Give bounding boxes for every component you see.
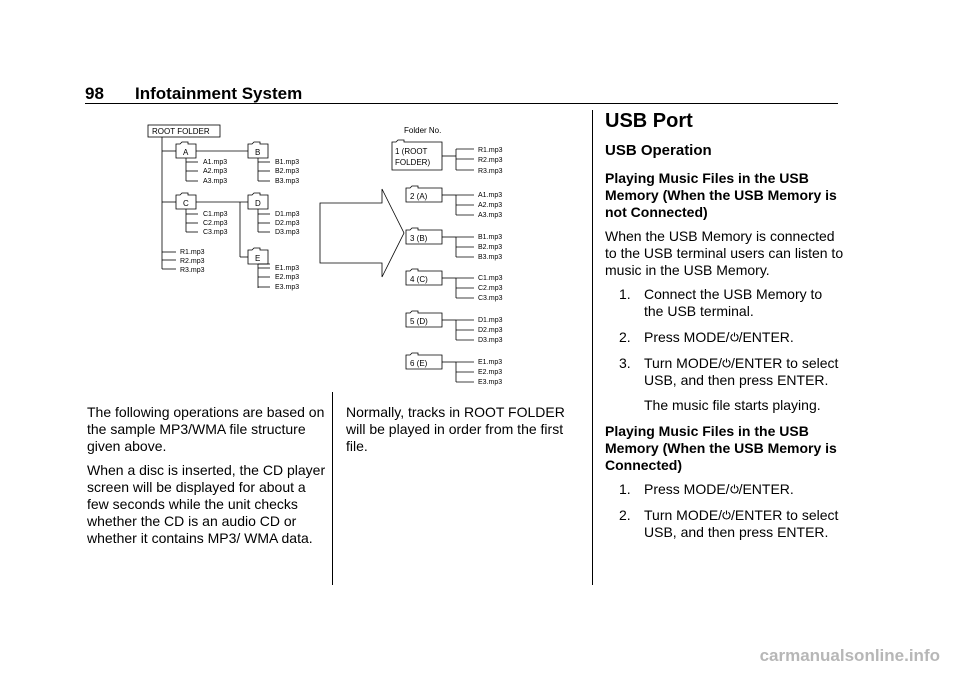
folder-no-label: Folder No. bbox=[404, 126, 442, 135]
svg-text:C3.mp3: C3.mp3 bbox=[203, 229, 228, 236]
svg-text:6 (E): 6 (E) bbox=[410, 359, 428, 368]
paragraph: When a disc is inserted, the CD player screen will be displayed for about a few seconds while the unit checks whether the CD is an audio CD or whether it contains MP3/ WMA data. bbox=[87, 462, 326, 546]
svg-text:R2.mp3: R2.mp3 bbox=[478, 157, 503, 164]
svg-text:4 (C): 4 (C) bbox=[410, 275, 428, 284]
svg-text:A3.mp3: A3.mp3 bbox=[203, 178, 228, 185]
procedure-step: 2. Press MODE/ /ENTER. bbox=[619, 329, 794, 345]
right-column bbox=[605, 110, 845, 550]
svg-text:R1.mp3: R1.mp3 bbox=[180, 249, 205, 256]
svg-text:E1.mp3: E1.mp3 bbox=[478, 359, 503, 366]
paragraph: The following operations are based on the sample MP3/WMA file structure given above. bbox=[87, 404, 325, 454]
svg-text:R3.mp3: R3.mp3 bbox=[180, 267, 205, 274]
svg-text:C1.mp3: C1.mp3 bbox=[478, 275, 503, 282]
svg-text:E2.mp3: E2.mp3 bbox=[275, 274, 300, 281]
svg-text:B1.mp3: B1.mp3 bbox=[478, 234, 503, 241]
svg-text:R3.mp3: R3.mp3 bbox=[478, 168, 503, 175]
svg-text:1 (ROOT: 1 (ROOT bbox=[395, 147, 428, 156]
svg-text:D3.mp3: D3.mp3 bbox=[275, 229, 300, 236]
middle-column bbox=[346, 404, 582, 462]
svg-text:D3.mp3: D3.mp3 bbox=[478, 337, 503, 344]
svg-text:A3.mp3: A3.mp3 bbox=[478, 212, 503, 219]
svg-text:E3.mp3: E3.mp3 bbox=[275, 284, 300, 291]
procedure-step: 2. Turn MODE/ /ENTER to select USB, and then press ENTER. bbox=[619, 507, 839, 540]
svg-text:B1.mp3: B1.mp3 bbox=[275, 159, 300, 166]
root-folder-label: ROOT FOLDER bbox=[152, 127, 210, 136]
svg-text:3 (B): 3 (B) bbox=[410, 234, 428, 243]
svg-text:2 (A): 2 (A) bbox=[410, 192, 428, 201]
power-icon bbox=[730, 329, 739, 339]
svg-text:R1.mp3: R1.mp3 bbox=[478, 147, 503, 154]
svg-text:B2.mp3: B2.mp3 bbox=[478, 244, 503, 251]
subsection-title-usb-operation: USB Operation bbox=[605, 142, 712, 159]
svg-text:D1.mp3: D1.mp3 bbox=[275, 211, 300, 218]
svg-text:E1.mp3: E1.mp3 bbox=[275, 265, 300, 272]
svg-text:B3.mp3: B3.mp3 bbox=[275, 178, 300, 185]
page-number: 98 bbox=[85, 84, 104, 103]
procedure-heading: Playing Music Files in the USB Memory (When the USB Memory is not Connected) bbox=[605, 170, 837, 220]
power-icon bbox=[730, 481, 739, 491]
paragraph: When the USB Memory is connected to the USB terminal users can listen to music in the USB Memory. bbox=[605, 228, 844, 278]
step-result: The music file starts playing. bbox=[644, 397, 821, 413]
svg-text:A: A bbox=[183, 148, 189, 157]
svg-text:B: B bbox=[255, 148, 261, 157]
svg-text:C2.mp3: C2.mp3 bbox=[478, 285, 503, 292]
svg-text:FOLDER): FOLDER) bbox=[395, 158, 431, 167]
procedure-step: 1. Press MODE/ /ENTER. bbox=[619, 481, 794, 497]
svg-text:B3.mp3: B3.mp3 bbox=[478, 254, 503, 261]
column-divider-2 bbox=[592, 110, 593, 585]
svg-text:A1.mp3: A1.mp3 bbox=[203, 159, 228, 166]
power-icon bbox=[722, 507, 731, 517]
left-column bbox=[87, 404, 327, 554]
power-icon bbox=[722, 355, 731, 365]
svg-text:C: C bbox=[183, 199, 189, 208]
watermark: carmanualsonline.info bbox=[759, 646, 940, 665]
svg-text:B2.mp3: B2.mp3 bbox=[275, 168, 300, 175]
svg-text:D1.mp3: D1.mp3 bbox=[478, 317, 503, 324]
paragraph: Normally, tracks in ROOT FOLDER will be played in order from the first file. bbox=[346, 404, 565, 454]
svg-text:5 (D): 5 (D) bbox=[410, 317, 428, 326]
svg-text:C2.mp3: C2.mp3 bbox=[203, 220, 228, 227]
header-rule bbox=[85, 103, 838, 104]
svg-text:D: D bbox=[255, 199, 261, 208]
section-title-usb-port: USB Port bbox=[605, 110, 693, 132]
svg-text:A1.mp3: A1.mp3 bbox=[478, 192, 503, 199]
folder-structure-diagram bbox=[140, 118, 580, 390]
svg-text:R2.mp3: R2.mp3 bbox=[180, 258, 205, 265]
svg-text:E3.mp3: E3.mp3 bbox=[478, 379, 503, 386]
svg-text:E2.mp3: E2.mp3 bbox=[478, 369, 503, 376]
svg-text:C3.mp3: C3.mp3 bbox=[478, 295, 503, 302]
procedure-step: 3. Turn MODE/ /ENTER to select USB, and then press ENTER. The music file starts playing. bbox=[605, 355, 845, 414]
svg-text:C1.mp3: C1.mp3 bbox=[203, 211, 228, 218]
svg-text:A2.mp3: A2.mp3 bbox=[203, 168, 228, 175]
section-title: Infotainment System bbox=[135, 84, 303, 103]
procedure-step: 1. Connect the USB Memory to the USB terminal. bbox=[619, 286, 823, 319]
arrow-icon bbox=[320, 189, 404, 277]
column-divider-1 bbox=[332, 392, 333, 585]
procedure-heading: Playing Music Files in the USB Memory (When the USB Memory is Connected) bbox=[605, 423, 837, 473]
svg-text:D2.mp3: D2.mp3 bbox=[478, 327, 503, 334]
svg-text:E: E bbox=[255, 254, 261, 263]
svg-text:A2.mp3: A2.mp3 bbox=[478, 202, 503, 209]
svg-text:D2.mp3: D2.mp3 bbox=[275, 220, 300, 227]
page-header bbox=[85, 84, 302, 104]
